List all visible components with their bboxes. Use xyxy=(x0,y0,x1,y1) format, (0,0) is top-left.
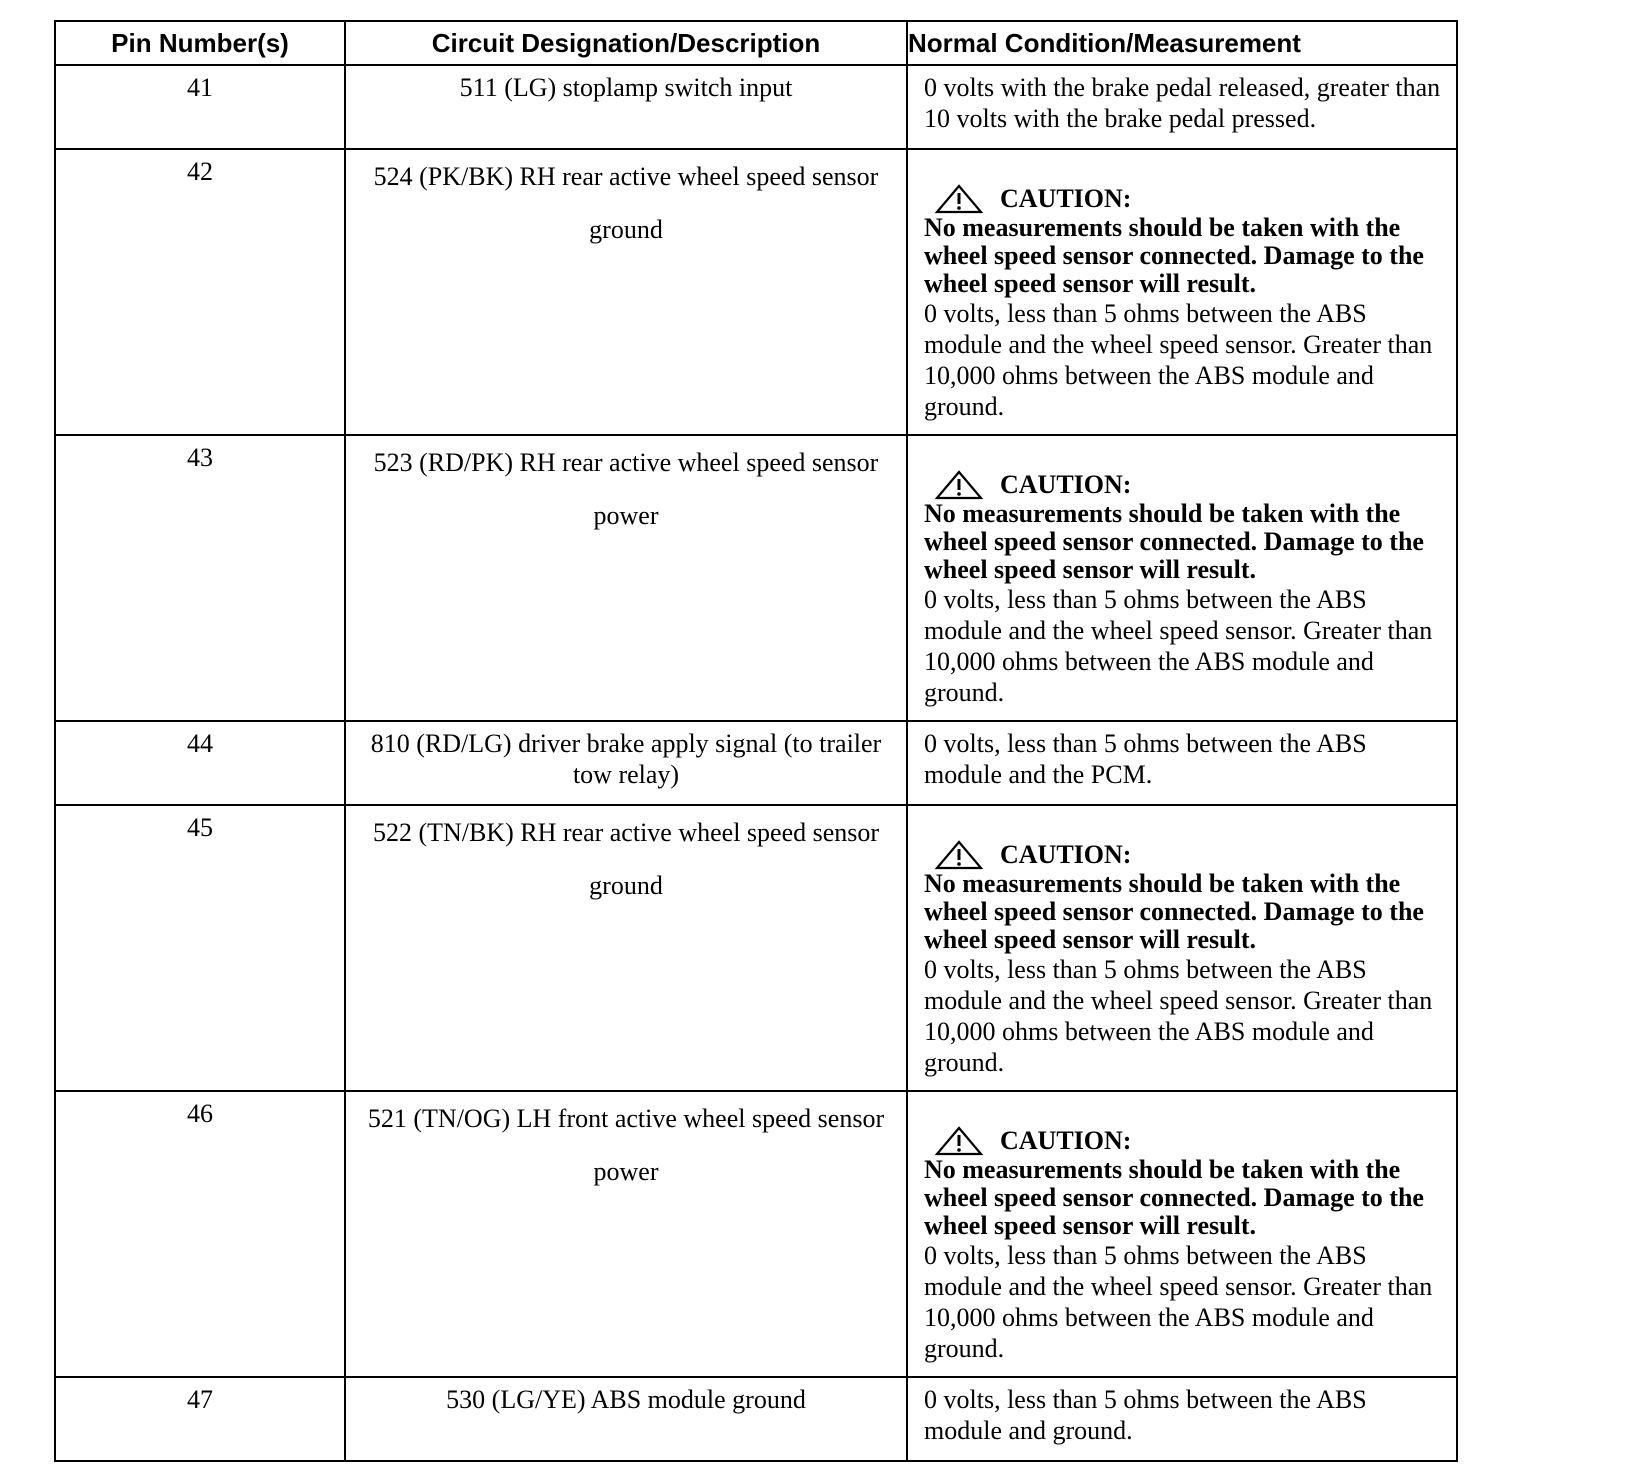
header-condition: Normal Condition/Measurement xyxy=(907,21,1457,65)
circuit-description: 521 (TN/OG) LH front active wheel speed sensor power xyxy=(345,1091,907,1377)
caution-text: No measurements should be taken with the wheel speed sensor connected. Damage to the wheel speed sensor will result. xyxy=(924,1155,1424,1240)
circuit-description: 530 (LG/YE) ABS module ground xyxy=(345,1377,907,1461)
table-row xyxy=(55,1091,1457,1377)
table-row xyxy=(55,149,1457,435)
circuit-description: 522 (TN/BK) RH rear active wheel speed sensor ground xyxy=(345,805,907,1091)
circuit-description: 523 (RD/PK) RH rear active wheel speed sensor power xyxy=(345,435,907,721)
measurement-text: 0 volts, less than 5 ohms between the ABS module and the wheel speed sensor. Greater than 10,000 ohms between the ABS module and ground. xyxy=(924,1241,1433,1363)
pin-number: 43 xyxy=(55,435,345,721)
measurement-text: 0 volts, less than 5 ohms between the ABS module and the PCM. xyxy=(924,729,1367,789)
caution-label: CAUTION: xyxy=(1000,840,1132,869)
caution-text: No measurements should be taken with the wheel speed sensor connected. Damage to the wheel speed sensor will result. xyxy=(924,869,1424,954)
measurement-cell xyxy=(907,65,1457,149)
circuit-description: 810 (RD/LG) driver brake apply signal (to trailer tow relay) xyxy=(345,721,907,805)
measurement-cell xyxy=(907,1091,1457,1377)
caution-label: CAUTION: xyxy=(1000,184,1132,213)
measurement-text: 0 volts, less than 5 ohms between the ABS module and the wheel speed sensor. Greater than 10,000 ohms between the ABS module and ground. xyxy=(924,955,1433,1077)
measurement-text: 0 volts with the brake pedal released, greater than 10 volts with the brake pedal pressed. xyxy=(924,73,1441,133)
caution-label: CAUTION: xyxy=(1000,1126,1132,1155)
caution-heading xyxy=(924,184,1444,214)
table-row xyxy=(55,65,1457,149)
pin-number: 47 xyxy=(55,1377,345,1461)
measurement-text: 0 volts, less than 5 ohms between the ABS module and ground. xyxy=(924,1385,1367,1445)
caution-label: CAUTION: xyxy=(1000,470,1132,499)
measurement-cell xyxy=(907,149,1457,435)
measurement-cell xyxy=(907,721,1457,805)
warning-triangle-icon xyxy=(934,1126,984,1156)
warning-triangle-icon xyxy=(934,184,984,214)
caution-heading xyxy=(924,1126,1444,1156)
table-row xyxy=(55,1377,1457,1461)
table-row xyxy=(55,721,1457,805)
measurement-cell xyxy=(907,1377,1457,1461)
header-circuit: Circuit Designation/Description xyxy=(345,21,907,65)
caution-text: No measurements should be taken with the wheel speed sensor connected. Damage to the wheel speed sensor will result. xyxy=(924,499,1424,584)
measurement-cell xyxy=(907,435,1457,721)
measurement-text: 0 volts, less than 5 ohms between the ABS module and the wheel speed sensor. Greater than 10,000 ohms between the ABS module and ground. xyxy=(924,299,1433,421)
pin-number: 44 xyxy=(55,721,345,805)
circuit-description: 524 (PK/BK) RH rear active wheel speed sensor ground xyxy=(345,149,907,435)
caution-heading xyxy=(924,840,1444,870)
measurement-cell xyxy=(907,805,1457,1091)
circuit-description: 511 (LG) stoplamp switch input xyxy=(345,65,907,149)
caution-text: No measurements should be taken with the wheel speed sensor connected. Damage to the wheel speed sensor will result. xyxy=(924,213,1424,298)
header-pin: Pin Number(s) xyxy=(55,21,345,65)
pin-number: 46 xyxy=(55,1091,345,1377)
pin-table xyxy=(54,20,1458,1462)
pin-number: 41 xyxy=(55,65,345,149)
warning-triangle-icon xyxy=(934,840,984,870)
pin-number: 42 xyxy=(55,149,345,435)
table-row xyxy=(55,805,1457,1091)
caution-heading xyxy=(924,470,1444,500)
table-header-row xyxy=(55,21,1457,65)
measurement-text: 0 volts, less than 5 ohms between the ABS module and the wheel speed sensor. Greater than 10,000 ohms between the ABS module and ground. xyxy=(924,585,1433,707)
pin-number: 45 xyxy=(55,805,345,1091)
table-row xyxy=(55,435,1457,721)
warning-triangle-icon xyxy=(934,470,984,500)
